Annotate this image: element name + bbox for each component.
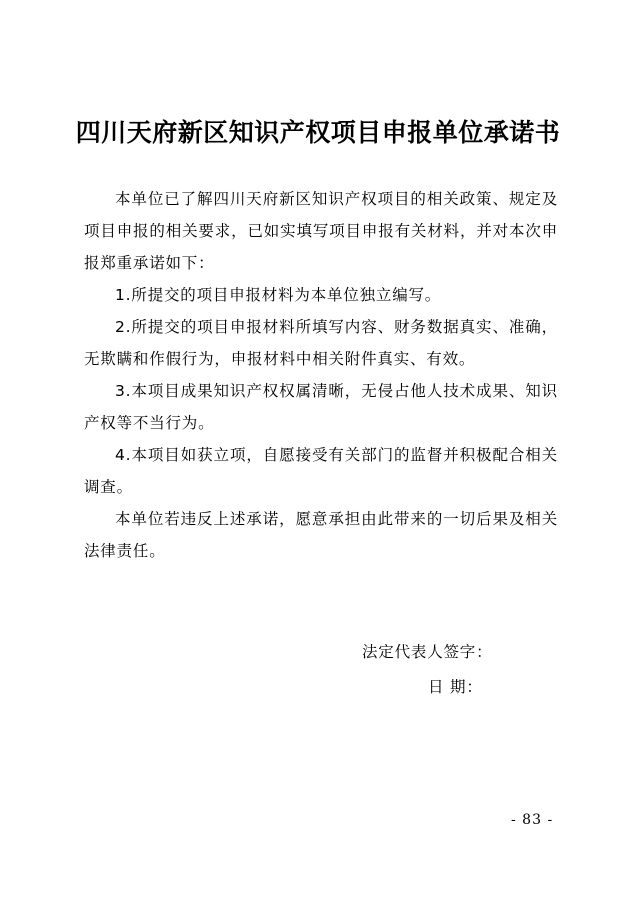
commitment-item-3: 3.本项目成果知识产权权属清晰，无侵占他人技术成果、知识产权等不当行为。 [84,382,558,432]
commitment-item-1: 1.所提交的项目申报材料为本单位独立编写。 [115,286,442,304]
commitment-item-4: 4.本项目如获立项，自愿接受有关部门的监督并积极配合相关调查。 [84,446,558,496]
intro-paragraph: 本单位已了解四川天府新区知识产权项目的相关政策、规定及项目申报的相关要求，已如实填写项目申报有关材料，并对本次申报郑重承诺如下： [84,190,558,272]
signature-label: 法定代表人签字： [362,643,493,661]
commitment-item-2: 2.所提交的项目申报材料所填写内容、财务数据真实、准确，无欺瞒和作假行为，申报材料中相关附件真实、有效。 [84,318,558,368]
date-label: 日 期： [428,678,483,696]
liability-paragraph: 本单位若违反上述承诺，愿意承担由此带来的一切后果及相关法律责任。 [84,510,558,560]
document-title: 四川天府新区知识产权项目申报单位承诺书 [75,118,561,147]
commitment-body [84,183,558,567]
page-number: - 83 - [511,812,554,828]
